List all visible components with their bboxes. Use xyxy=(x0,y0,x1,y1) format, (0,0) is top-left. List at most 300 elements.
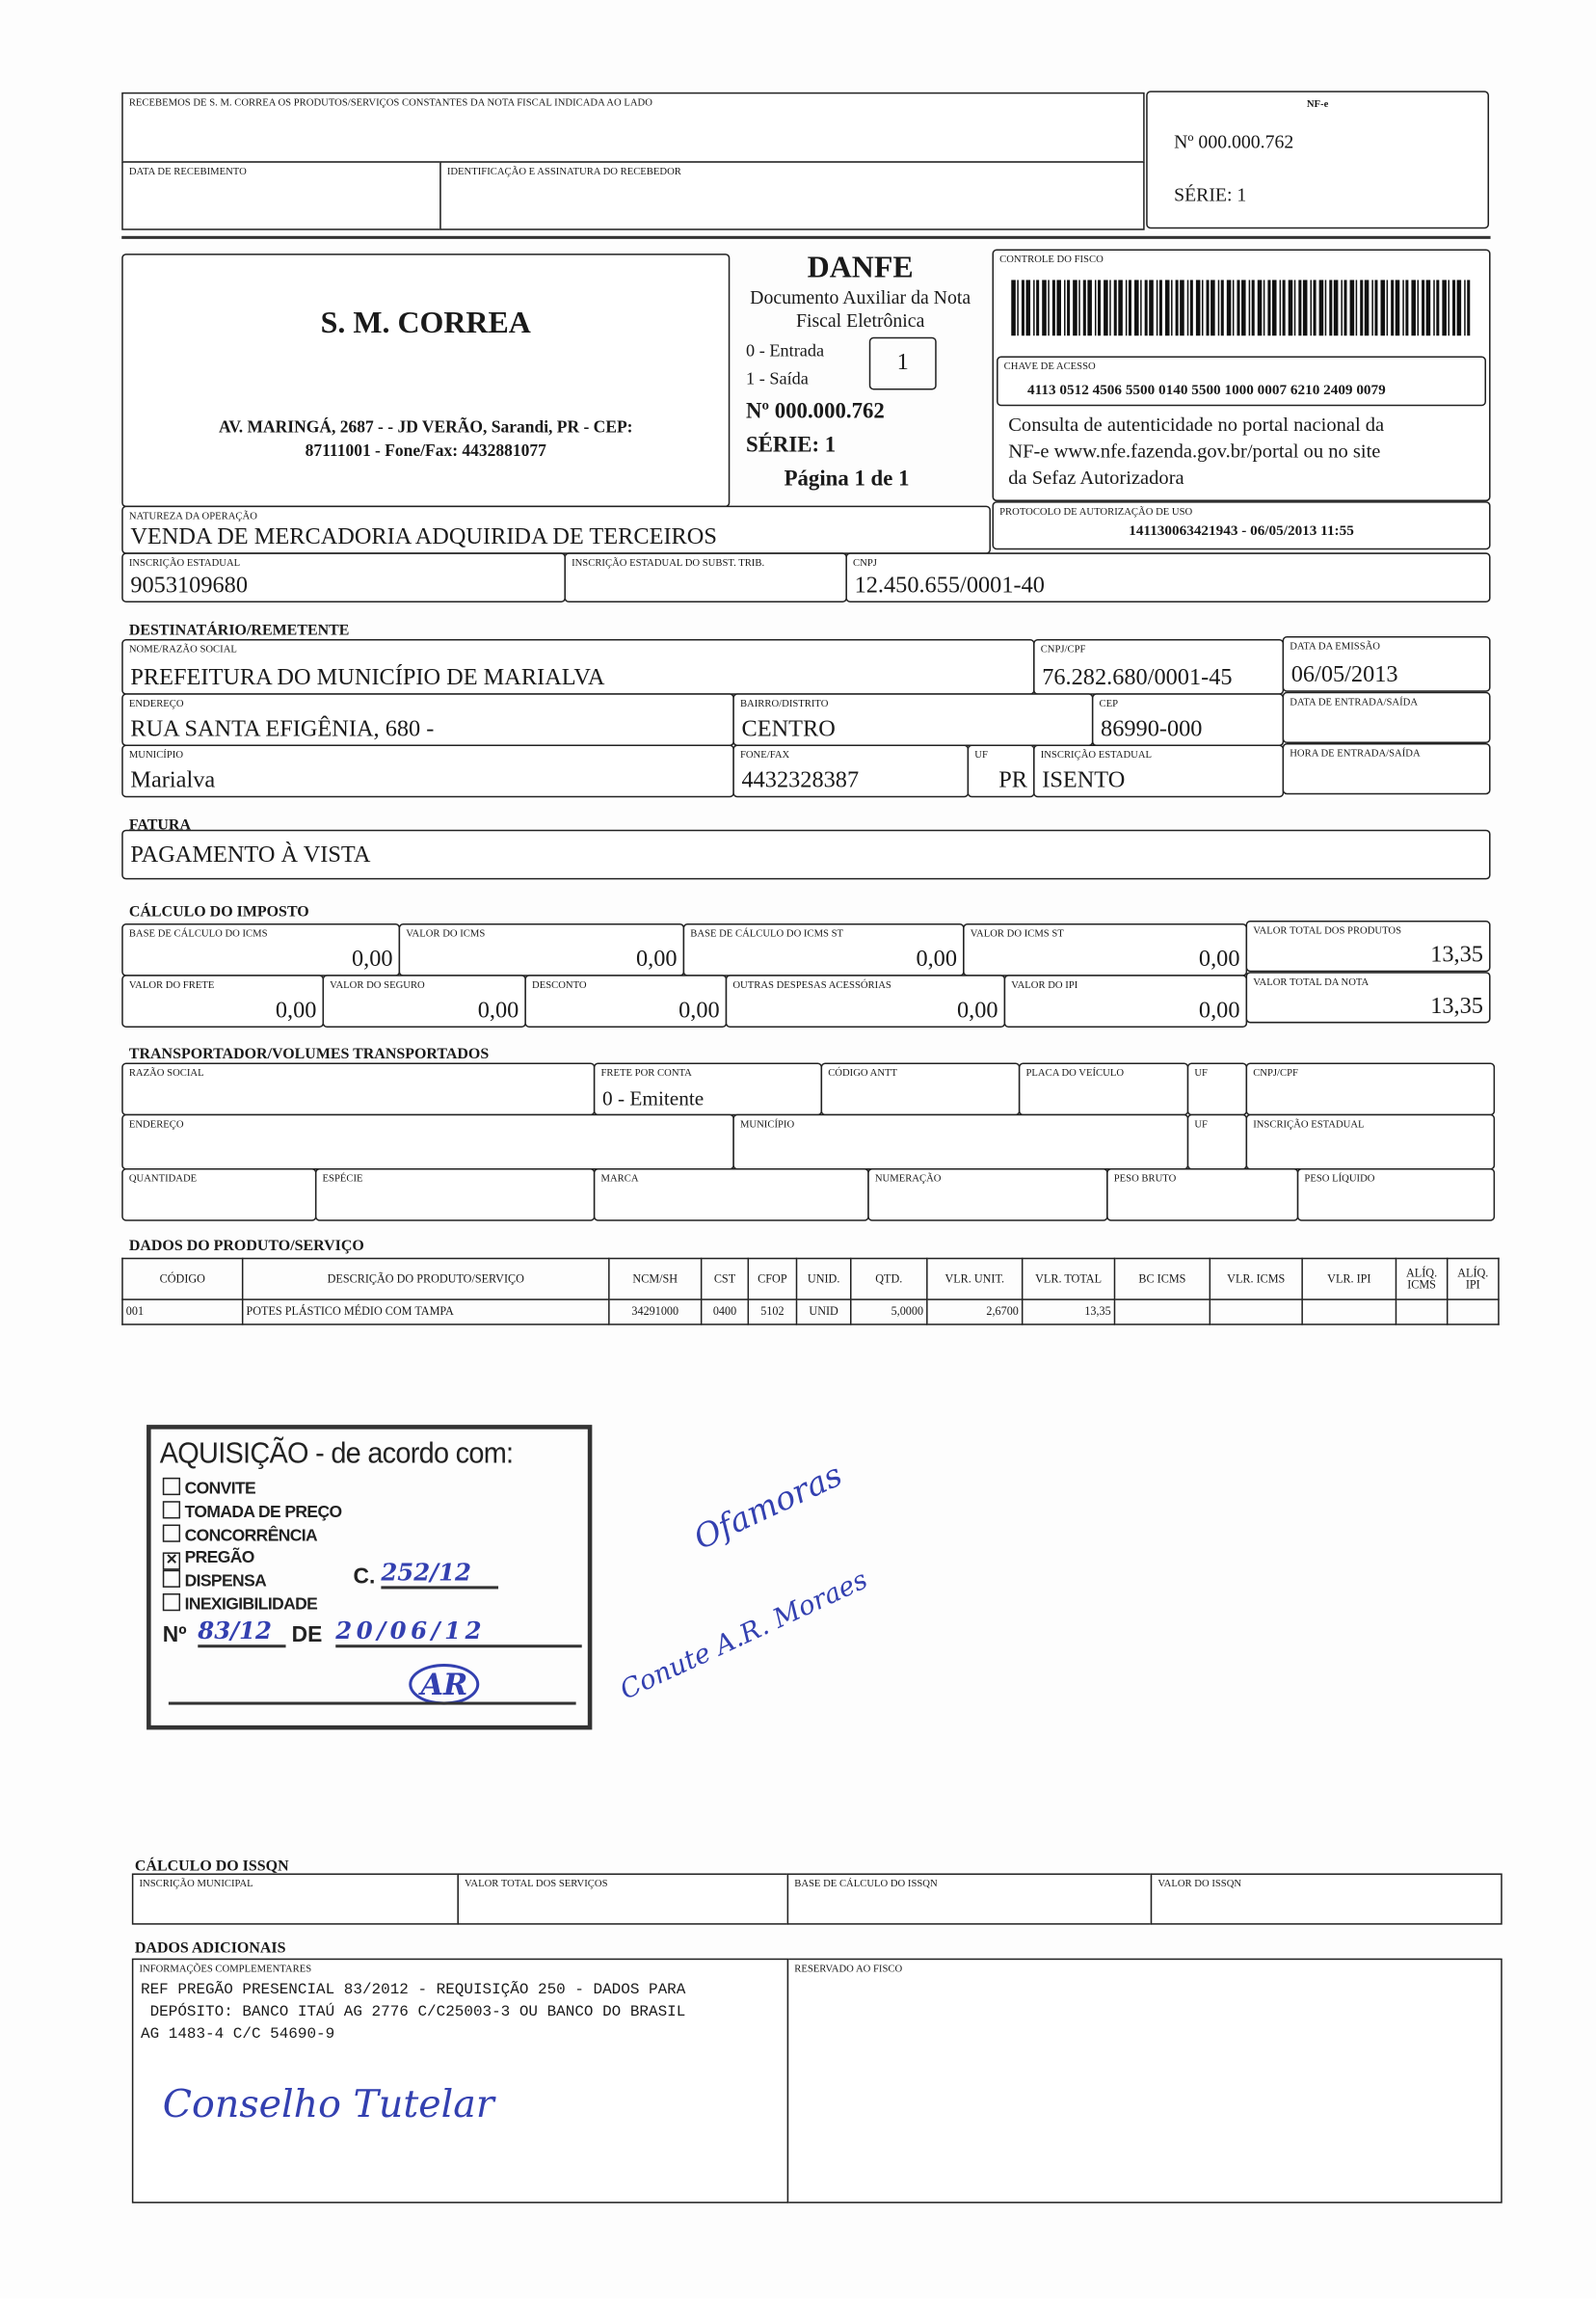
natureza-field xyxy=(121,506,991,554)
i-valor-label: VALOR DO ISSQN xyxy=(1157,1878,1242,1890)
checkbox-icon xyxy=(163,1570,180,1588)
barcode-bar xyxy=(1314,280,1317,335)
table-row xyxy=(122,1299,1499,1324)
barcode-bar xyxy=(1289,280,1293,335)
column-header: BC ICMS xyxy=(1114,1259,1210,1300)
barcode-bar xyxy=(1011,280,1016,335)
dest-nome-value: PREFEITURA DO MUNICÍPIO DE MARIALVA xyxy=(130,665,605,691)
controle-fisco-label: CONTROLE DO FISCO xyxy=(999,254,1104,266)
barcode-bar xyxy=(1017,280,1019,335)
handwritten-note: Conselho Tutelar xyxy=(162,2082,494,2127)
stamp-option xyxy=(163,1548,342,1570)
t-uf2-label: UF xyxy=(1194,1118,1208,1131)
dest-ie-field xyxy=(1033,745,1284,798)
dest-ie-label: INSCRIÇÃO ESTADUAL xyxy=(1040,749,1153,762)
table-cell: 34291000 xyxy=(609,1299,702,1324)
column-header: DESCRIÇÃO DO PRODUTO/SERVIÇO xyxy=(243,1259,609,1300)
v-st-field xyxy=(963,923,1247,976)
t-ie-label: INSCRIÇÃO ESTADUAL xyxy=(1253,1118,1365,1131)
barcode-bar xyxy=(1180,280,1184,335)
t-qtd-label: QUANTIDADE xyxy=(128,1172,198,1185)
bc-st-value: 0,00 xyxy=(916,947,958,973)
desconto-label: DESCONTO xyxy=(532,978,587,991)
barcode-bar xyxy=(1126,280,1128,335)
dest-hora-label: HORA DE ENTRADA/SAÍDA xyxy=(1290,747,1421,760)
protocolo-field xyxy=(993,501,1491,549)
checkbox-icon xyxy=(163,1501,180,1518)
barcode-bar xyxy=(1387,280,1389,335)
barcode-bar xyxy=(1356,280,1358,335)
section-produtos: DADOS DO PRODUTO/SERVIÇO xyxy=(128,1238,364,1255)
stamp-de-label: DE xyxy=(291,1622,323,1648)
stamp-n-value: 83/12 xyxy=(198,1617,285,1647)
section-destinatario: DESTINATÁRIO/REMETENTE xyxy=(128,623,350,640)
v-nota-label: VALOR TOTAL DA NOTA xyxy=(1253,976,1370,988)
stamp-option-label: TOMADA DE PREÇO xyxy=(184,1504,342,1522)
column-header: CST xyxy=(702,1259,749,1300)
barcode-bar xyxy=(1159,280,1162,335)
column-header: VLR. IPI xyxy=(1302,1259,1396,1300)
danfe-subtitle-2: Fiscal Eletrônica xyxy=(795,308,925,332)
t-placa-label: PLACA DO VEÍCULO xyxy=(1025,1067,1125,1080)
barcode-bar xyxy=(1036,280,1039,335)
column-header: VLR. TOTAL xyxy=(1023,1259,1115,1300)
barcode-bar xyxy=(1095,280,1097,335)
dest-cnpj-label: CNPJ/CPF xyxy=(1040,643,1086,655)
stamp-initials: AR xyxy=(409,1664,479,1705)
outras-label: OUTRAS DESPESAS ACESSÓRIAS xyxy=(732,978,891,991)
barcode-bar xyxy=(1294,280,1296,335)
barcode-bar xyxy=(1114,280,1117,335)
column-header: VLR. ICMS xyxy=(1210,1259,1302,1300)
cut-line xyxy=(121,236,1490,238)
column-header: ALÍQ. IPI xyxy=(1448,1259,1499,1300)
v-icms-field xyxy=(399,923,685,976)
checkbox-icon xyxy=(163,1593,180,1611)
i-servicos-field xyxy=(457,1873,788,1924)
danfe-serie: SÉRIE: 1 xyxy=(746,434,837,458)
stamp-title: AQUISIÇÃO - de acordo com: xyxy=(159,1437,514,1471)
v-frete-value: 0,00 xyxy=(275,998,317,1024)
t-uf-label: UF xyxy=(1194,1067,1208,1080)
danfe-title: DANFE xyxy=(807,249,914,285)
barcode-bar xyxy=(1396,280,1400,335)
table-cell: 13,35 xyxy=(1023,1299,1115,1324)
table-cell xyxy=(1114,1299,1210,1324)
consulta-2: NF-e www.nfe.fazenda.gov.br/portal ou no site xyxy=(1008,440,1381,463)
chave-value: 4113 0512 4506 5500 0140 5500 1000 0007 6210 2409 0079 xyxy=(1027,382,1386,399)
t-cnpj-field xyxy=(1246,1063,1496,1116)
dest-cep-field xyxy=(1092,693,1284,746)
table-cell xyxy=(1448,1299,1499,1324)
desconto-field xyxy=(524,975,727,1028)
dest-emissao-value: 06/05/2013 xyxy=(1290,662,1398,688)
t-marca-label: MARCA xyxy=(600,1172,639,1185)
t-endereco-field xyxy=(121,1114,734,1170)
table-cell xyxy=(1210,1299,1302,1324)
barcode-bar xyxy=(1145,280,1148,335)
barcode-bar xyxy=(1298,280,1301,335)
i-municipal-label: INSCRIÇÃO MUNICIPAL xyxy=(139,1878,253,1890)
v-nota-value: 13,35 xyxy=(1430,994,1483,1019)
dest-nome-field xyxy=(121,639,1034,695)
section-transportador: TRANSPORTADOR/VOLUMES TRANSPORTADOS xyxy=(128,1046,490,1063)
checkbox-icon: ✕ xyxy=(163,1552,180,1569)
barcode-bar xyxy=(1083,280,1086,335)
info-line-1: REF PREGÃO PRESENCIAL 83/2012 - REQUISIÇÃO 250 - DADOS PARA xyxy=(140,1981,686,2000)
emitente-box xyxy=(121,254,730,507)
barcode-bar xyxy=(1426,280,1431,335)
protocolo-label: PROTOCOLO DE AUTORIZAÇÃO DE USO xyxy=(999,505,1193,518)
bc-st-label: BASE DE CÁLCULO DO ICMS ST xyxy=(690,927,844,940)
dest-cnpj-value: 76.282.680/0001-45 xyxy=(1042,665,1233,691)
barcode-bar xyxy=(1227,280,1232,335)
t-bruto-label: PESO BRUTO xyxy=(1113,1172,1177,1185)
barcode-bar xyxy=(1104,280,1108,335)
i-base-label: BASE DE CÁLCULO DO ISSQN xyxy=(794,1878,938,1890)
dest-municipio-label: MUNICÍPIO xyxy=(128,749,184,762)
dest-cep-label: CEP xyxy=(1099,697,1119,710)
t-endereco-label: ENDEREÇO xyxy=(128,1118,184,1131)
barcode-bar xyxy=(1109,280,1111,335)
stamp-option-label: CONCORRÊNCIA xyxy=(184,1527,318,1545)
section-fatura: FATURA xyxy=(128,817,191,835)
ie-field xyxy=(121,552,566,602)
danfe-subtitle-1: Documento Auxiliar da Nota xyxy=(750,285,971,308)
barcode-bar xyxy=(1078,280,1080,335)
barcode-bar xyxy=(1303,280,1308,335)
v-st-value: 0,00 xyxy=(1198,947,1240,973)
barcode-bar xyxy=(1452,280,1455,335)
barcode-bar xyxy=(1464,280,1466,335)
dest-endereco-label: ENDEREÇO xyxy=(128,697,184,710)
info-complementares-box xyxy=(132,1959,788,2204)
bc-icms-value: 0,00 xyxy=(351,947,393,973)
barcode-bar xyxy=(1171,280,1173,335)
dest-uf-value: PR xyxy=(998,767,1028,793)
receipt-text: RECEBEMOS DE S. M. CORREA OS PRODUTOS/SERVIÇOS CONSTANTES DA NOTA FISCAL INDICADA AO LADO xyxy=(128,96,652,109)
table-cell: UNID xyxy=(797,1299,851,1324)
dest-emissao-label: DATA DA EMISSÃO xyxy=(1290,640,1381,653)
barcode-bar xyxy=(1207,280,1210,335)
dest-fone-label: FONE/FAX xyxy=(739,749,790,762)
natureza-value: VENDA DE MERCADORIA ADQUIRIDA DE TERCEIROS xyxy=(130,524,717,550)
dest-hora-field xyxy=(1283,743,1491,794)
natureza-label: NATUREZA DA OPERAÇÃO xyxy=(128,510,257,522)
v-seguro-label: VALOR DO SEGURO xyxy=(330,978,425,991)
t-frete-field xyxy=(594,1063,822,1116)
ie-st-field xyxy=(564,552,846,602)
t-razao-label: RAZÃO SOCIAL xyxy=(128,1067,204,1080)
barcode-bar xyxy=(1157,280,1158,335)
barcode-bar xyxy=(1272,280,1277,335)
barcode-bar xyxy=(1056,280,1061,335)
t-frete-label: FRETE POR CONTA xyxy=(600,1067,692,1080)
info-label: INFORMAÇÕES COMPLEMENTARES xyxy=(139,1963,312,1975)
barcode-bar xyxy=(1134,280,1139,335)
table-cell: 0400 xyxy=(702,1299,749,1324)
t-numeracao-label: NUMERAÇÃO xyxy=(874,1172,942,1185)
barcode-bar xyxy=(1118,280,1123,335)
products-header-row xyxy=(122,1259,1499,1300)
dest-fone-field xyxy=(732,745,969,798)
barcode-bar xyxy=(1025,280,1030,335)
dest-bairro-value: CENTRO xyxy=(741,716,836,742)
barcode-bar xyxy=(1187,280,1189,335)
stamp-option xyxy=(163,1593,342,1617)
barcode-bar xyxy=(1334,280,1339,335)
dest-cnpj-field xyxy=(1033,639,1284,695)
barcode-bar xyxy=(1457,280,1462,335)
bc-icms-field xyxy=(121,923,400,976)
t-antt-label: CÓDIGO ANTT xyxy=(828,1067,898,1080)
t-qtd-field xyxy=(121,1168,316,1221)
v-ipi-field xyxy=(1004,975,1247,1028)
ie-st-label: INSCRIÇÃO ESTADUAL DO SUBST. TRIB. xyxy=(572,556,765,570)
cnpj-value: 12.450.655/0001-40 xyxy=(854,573,1045,599)
consulta-1: Consulta de autenticidade no portal nacional da xyxy=(1008,413,1385,436)
barcode-bar xyxy=(1073,280,1077,335)
emitente-address-1: AV. MARINGÁ, 2687 - - JD VERÃO, Sarandi, PR - CEP: xyxy=(219,418,633,438)
column-header: CÓDIGO xyxy=(122,1259,243,1300)
danfe-tipo-box: 1 xyxy=(869,337,937,390)
info-line-3: AG 1483-4 C/C 54690-9 xyxy=(140,2025,335,2044)
barcode-bar xyxy=(1311,280,1313,335)
v-seguro-field xyxy=(323,975,526,1028)
danfe-number: Nº 000.000.762 xyxy=(746,400,885,424)
barcode-bar xyxy=(1405,280,1408,335)
products-table xyxy=(121,1258,1499,1325)
i-base-field xyxy=(787,1873,1153,1924)
stamp-option xyxy=(163,1478,342,1501)
v-frete-field xyxy=(121,975,324,1028)
barcode-bar xyxy=(1319,280,1324,335)
barcode-bar xyxy=(1165,280,1170,335)
protocolo-value: 141130063421943 - 06/05/2013 11:55 xyxy=(1129,522,1354,540)
handwritten-signature-1: Ofamoras xyxy=(688,1457,849,1558)
stamp-option-label: PREGÃO xyxy=(184,1549,254,1567)
bc-st-field xyxy=(683,923,965,976)
barcode-bar xyxy=(1067,280,1070,335)
section-imposto: CÁLCULO DO IMPOSTO xyxy=(128,904,309,921)
nfe-serie: SÉRIE: 1 xyxy=(1174,183,1247,205)
t-ie-field xyxy=(1246,1114,1496,1170)
barcode-bar xyxy=(1402,280,1404,335)
v-frete-label: VALOR DO FRETE xyxy=(128,978,215,991)
ie-label: INSCRIÇÃO ESTADUAL xyxy=(128,556,241,570)
barcode-bar xyxy=(1467,280,1470,335)
outras-value: 0,00 xyxy=(957,998,998,1024)
barcode-bar xyxy=(1221,280,1224,335)
i-servicos-label: VALOR TOTAL DOS SERVIÇOS xyxy=(465,1878,608,1890)
column-header: ALÍQ. ICMS xyxy=(1396,1259,1447,1300)
v-ipi-label: VALOR DO IPI xyxy=(1011,978,1078,991)
cnpj-field xyxy=(845,552,1490,602)
v-prod-value: 13,35 xyxy=(1430,942,1483,968)
checkbox-icon xyxy=(163,1525,180,1542)
table-cell: POTES PLÁSTICO MÉDIO COM TAMPA xyxy=(243,1299,609,1324)
stamp-signature-line xyxy=(169,1702,576,1705)
chave-box xyxy=(997,357,1486,407)
fisco-box xyxy=(993,250,1491,502)
v-prod-field xyxy=(1246,921,1491,972)
barcode-bar xyxy=(1052,280,1055,335)
fatura-field xyxy=(121,830,1490,880)
receipt-date-label: DATA DE RECEBIMENTO xyxy=(128,165,247,178)
t-liquido-field xyxy=(1297,1168,1495,1221)
barcode-bar xyxy=(1252,280,1255,335)
barcode-bar xyxy=(1391,280,1394,335)
barcode-bar xyxy=(1196,280,1201,335)
barcode-bar xyxy=(1360,280,1363,335)
t-frete-value: 0 - Emitente xyxy=(602,1088,705,1111)
nfe-box xyxy=(1146,91,1489,228)
table-cell: 5102 xyxy=(748,1299,796,1324)
chave-label: CHAVE DE ACESSO xyxy=(1003,361,1096,373)
barcode-bar xyxy=(1233,280,1235,335)
dest-entrada-label: DATA DE ENTRADA/SAÍDA xyxy=(1290,696,1419,708)
barcode-bar xyxy=(1033,280,1035,335)
receipt-date-box xyxy=(121,161,441,229)
dest-nome-label: NOME/RAZÃO SOCIAL xyxy=(128,643,237,655)
t-liquido-label: PESO LÍQUIDO xyxy=(1304,1172,1375,1185)
barcode-bar xyxy=(1048,280,1050,335)
dest-municipio-value: Marialva xyxy=(130,767,216,793)
stamp-date-value: 20/06/12 xyxy=(335,1617,581,1647)
barcode-bar xyxy=(1267,280,1270,335)
t-cnpj-label: CNPJ/CPF xyxy=(1253,1067,1298,1080)
barcode-bar xyxy=(1022,280,1024,335)
column-header: VLR. UNIT. xyxy=(927,1259,1023,1300)
t-municipio-field xyxy=(732,1114,1188,1170)
v-ipi-value: 0,00 xyxy=(1198,998,1240,1024)
table-cell: 5,0000 xyxy=(851,1299,927,1324)
barcode-bar xyxy=(1283,280,1286,335)
v-icms-label: VALOR DO ICMS xyxy=(406,927,486,940)
t-numeracao-field xyxy=(867,1168,1107,1221)
consulta-3: da Sefaz Autorizadora xyxy=(1008,466,1184,489)
barcode-bar xyxy=(1149,280,1154,335)
danfe-box xyxy=(729,250,993,506)
barcode-bar xyxy=(1202,280,1204,335)
stamp-option xyxy=(163,1501,342,1524)
column-header: CFOP xyxy=(748,1259,796,1300)
i-municipal-field xyxy=(132,1873,459,1924)
dest-uf-field xyxy=(968,745,1035,798)
v-nota-field xyxy=(1246,972,1491,1023)
handwritten-signature-2: Conute A.R. Moraes xyxy=(615,1564,873,1707)
cnpj-label: CNPJ xyxy=(853,556,877,570)
barcode-bar xyxy=(1343,280,1346,335)
barcode-bar xyxy=(1280,280,1282,335)
barcode-bar xyxy=(1371,280,1373,335)
dest-emissao-field xyxy=(1283,636,1491,692)
dest-ie-value: ISENTO xyxy=(1042,767,1126,793)
stamp-option xyxy=(163,1570,342,1593)
ie-value: 9053109680 xyxy=(130,573,248,599)
acquisition-stamp xyxy=(146,1425,592,1729)
receipt-ident-label: IDENTIFICAÇÃO E ASSINATURA DO RECEBEDOR xyxy=(446,165,681,178)
dest-municipio-field xyxy=(121,745,734,798)
v-seguro-value: 0,00 xyxy=(477,998,519,1024)
i-valor-field xyxy=(1151,1873,1503,1924)
t-placa-field xyxy=(1019,1063,1188,1116)
stamp-c-label: C. xyxy=(353,1564,376,1590)
v-icms-value: 0,00 xyxy=(635,947,678,973)
danfe-saida: 1 - Saída xyxy=(746,367,809,388)
dest-cep-value: 86990-000 xyxy=(1101,716,1203,742)
stamp-option-label: INEXIGIBILIDADE xyxy=(184,1596,318,1615)
table-cell xyxy=(1302,1299,1396,1324)
barcode-bar xyxy=(1140,280,1142,335)
dest-uf-label: UF xyxy=(974,749,988,762)
table-cell: 2,6700 xyxy=(927,1299,1023,1324)
reservado-field xyxy=(787,1959,1503,2204)
t-especie-field xyxy=(315,1168,595,1221)
barcode-bar xyxy=(1365,280,1370,335)
table-cell xyxy=(1396,1299,1447,1324)
barcode xyxy=(1011,280,1468,335)
t-marca-field xyxy=(594,1168,869,1221)
barcode-bar xyxy=(1422,280,1424,335)
t-razao-field xyxy=(121,1063,595,1116)
barcode-bar xyxy=(1341,280,1343,335)
receipt-box xyxy=(121,93,1144,163)
barcode-bar xyxy=(1350,280,1355,335)
dest-endereco-value: RUA SANTA EFIGÊNIA, 680 - xyxy=(130,716,435,742)
barcode-bar xyxy=(1411,280,1416,335)
v-st-label: VALOR DO ICMS ST xyxy=(970,927,1064,940)
checkbox-icon xyxy=(163,1478,180,1495)
column-header: QTD. xyxy=(851,1259,927,1300)
nfe-number: Nº 000.000.762 xyxy=(1174,130,1294,153)
reservado-label: RESERVADO AO FISCO xyxy=(794,1963,903,1975)
barcode-bar xyxy=(1374,280,1377,335)
barcode-bar xyxy=(1087,280,1092,335)
t-uf-field xyxy=(1187,1063,1247,1116)
barcode-bar xyxy=(1264,280,1265,335)
emitente-name: S. M. CORREA xyxy=(320,305,531,340)
barcode-bar xyxy=(1380,280,1385,335)
dest-bairro-label: BAIRRO/DISTRITO xyxy=(739,697,829,710)
barcode-bar xyxy=(1448,280,1450,335)
stamp-c-value: 252/12 xyxy=(381,1559,498,1590)
stamp-option-label: CONVITE xyxy=(184,1480,256,1499)
bc-icms-label: BASE DE CÁLCULO DO ICMS xyxy=(128,927,268,940)
info-line-2: DEPÓSITO: BANCO ITAÚ AG 2776 C/C25003-3 OU BANCO DO BRASIL xyxy=(140,2003,686,2022)
barcode-bar xyxy=(1064,280,1066,335)
barcode-bar xyxy=(1258,280,1263,335)
barcode-bar xyxy=(1442,280,1447,335)
dest-endereco-field xyxy=(121,693,734,746)
t-especie-label: ESPÉCIE xyxy=(322,1172,363,1185)
nfe-title: NF-e xyxy=(1306,97,1329,111)
dest-bairro-field xyxy=(732,693,1093,746)
t-uf2-field xyxy=(1187,1114,1247,1170)
section-issqn: CÁLCULO DO ISSQN xyxy=(134,1858,289,1875)
stamp-option xyxy=(163,1525,342,1548)
barcode-bar xyxy=(1210,280,1215,335)
stamp-option-label: DISPENSA xyxy=(184,1572,267,1591)
dest-fone-value: 4432328387 xyxy=(741,767,860,793)
barcode-bar xyxy=(1329,280,1332,335)
barcode-bar xyxy=(1436,280,1439,335)
desconto-value: 0,00 xyxy=(678,998,720,1024)
t-bruto-field xyxy=(1106,1168,1298,1221)
barcode-bar xyxy=(1237,280,1239,335)
v-prod-label: VALOR TOTAL DOS PRODUTOS xyxy=(1253,924,1402,937)
dest-entrada-field xyxy=(1283,692,1491,743)
